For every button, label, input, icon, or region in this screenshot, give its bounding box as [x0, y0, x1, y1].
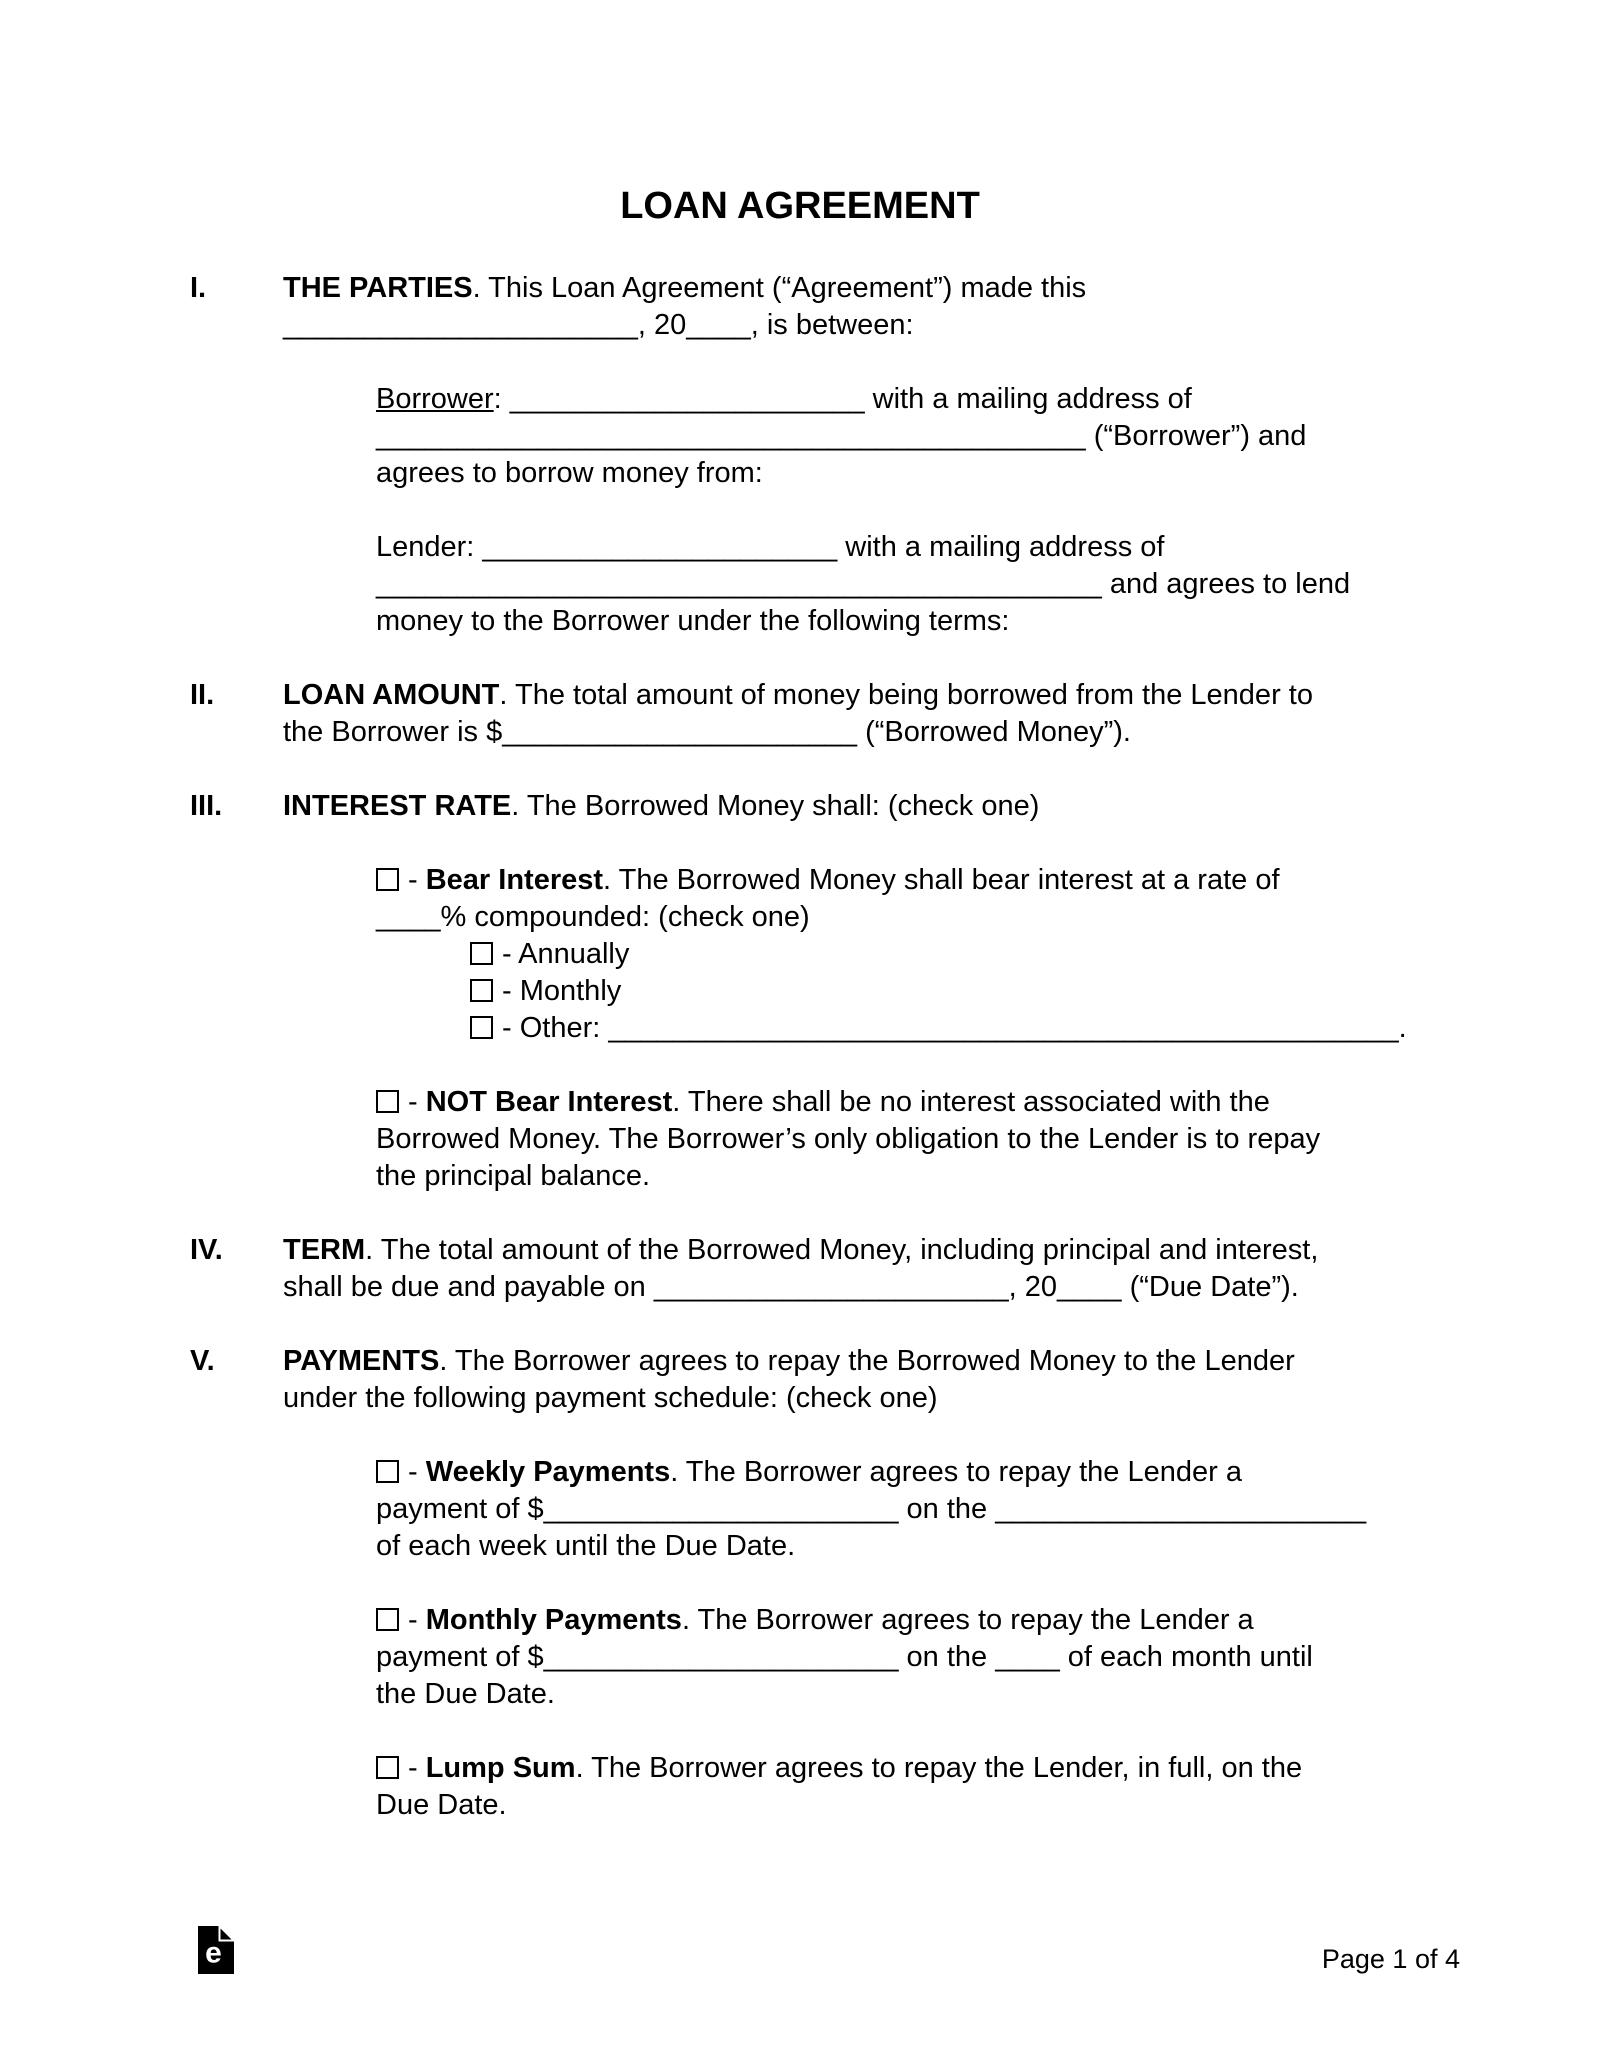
- document-title: LOAN AGREEMENT: [620, 185, 980, 227]
- lump-sum-text: . The Borrower agrees to repay the Lender, in full, on the: [575, 1752, 1303, 1784]
- lender-line-1-name-blank: Lender: ______________________ with a mailing address of: [376, 531, 1165, 563]
- logo-letter: e: [205, 1936, 222, 1970]
- lender-line-2-address-blank: _____________________________________________ and agrees to lend: [376, 568, 1351, 600]
- other-label-blank: - Other: _________________________________________________.: [502, 1012, 1407, 1044]
- weekly-payments-line-3: of each week until the Due Date.: [376, 1530, 796, 1562]
- monthly-payments-checkbox[interactable]: [376, 1608, 399, 1631]
- term-heading: TERM: [283, 1234, 366, 1266]
- weekly-payments-line-1: [376, 1454, 1450, 1491]
- compound-option-annually: [470, 936, 1450, 973]
- monthly-label: - Monthly: [502, 975, 622, 1007]
- monthly-payments-line-3: the Due Date.: [376, 1678, 555, 1710]
- document-body: [190, 270, 1450, 1861]
- bear-interest-text: . The Borrowed Money shall bear interest at a rate of: [603, 864, 1280, 896]
- not-bear-interest-line-3: the principal balance.: [376, 1160, 651, 1192]
- borrower-line-2-address-blank: ____________________________________________ (“Borrower”) and: [376, 420, 1307, 452]
- section-numeral-4: IV.: [190, 1234, 223, 1266]
- lump-sum-line-2: Due Date.: [376, 1789, 507, 1821]
- section-numeral-5: V.: [190, 1345, 215, 1377]
- parties-text: . This Loan Agreement (“Agreement”) made this: [472, 272, 1087, 304]
- weekly-payments-dash: -: [408, 1456, 426, 1488]
- annually-checkbox[interactable]: [470, 942, 493, 965]
- compound-option-other: [470, 1010, 1450, 1047]
- weekly-payments-text: . The Borrower agrees to repay the Lender a: [670, 1456, 1242, 1488]
- lump-sum-dash: -: [408, 1752, 426, 1784]
- not-bear-interest-option: [376, 1084, 1450, 1195]
- section-interest-rate: [190, 788, 1450, 825]
- annually-label: - Annually: [502, 938, 630, 970]
- other-checkbox[interactable]: [470, 1016, 493, 1039]
- payments-heading: PAYMENTS: [283, 1345, 440, 1377]
- weekly-payments-label: Weekly Payments: [425, 1456, 671, 1488]
- not-bear-interest-line-2: Borrowed Money. The Borrower’s only obligation to the Lender is to repay: [376, 1123, 1321, 1155]
- borrower-label: Borrower: [376, 383, 494, 415]
- monthly-payments-dash: -: [408, 1604, 426, 1636]
- section-payments: [190, 1343, 1450, 1417]
- payments-line-2: under the following payment schedule: (check one): [283, 1382, 938, 1414]
- lump-sum-option: [376, 1750, 1450, 1824]
- lump-sum-checkbox[interactable]: [376, 1756, 399, 1779]
- lender-line-3: money to the Borrower under the following terms:: [376, 605, 1010, 637]
- loan-amount-text: . The total amount of money being borrowed from the Lender to: [499, 679, 1313, 711]
- lump-sum-line-1: [376, 1750, 1450, 1787]
- not-bear-interest-line-1: [376, 1084, 1450, 1121]
- monthly-payments-line-2-blanks: payment of $______________________ on the ____ of each month until: [376, 1641, 1313, 1673]
- parties-heading: THE PARTIES: [283, 272, 473, 304]
- loan-amount-line-2-amount-blank: the Borrower is $______________________ (“Borrowed Money”).: [283, 716, 1131, 748]
- monthly-payments-line-1: [376, 1602, 1450, 1639]
- monthly-payments-option: [376, 1602, 1450, 1713]
- not-bear-interest-dash: -: [408, 1086, 426, 1118]
- monthly-payments-text: . The Borrower agrees to repay the Lender a: [681, 1604, 1254, 1636]
- lump-sum-label: Lump Sum: [425, 1752, 576, 1784]
- borrower-name-blank: : ______________________ with a mailing address of: [493, 383, 1192, 415]
- section-loan-amount: [190, 677, 1450, 751]
- interest-rate-line-1: [283, 788, 1450, 825]
- not-bear-interest-checkbox[interactable]: [376, 1090, 399, 1113]
- monthly-checkbox[interactable]: [470, 979, 493, 1002]
- borrower-block: [376, 381, 1450, 492]
- weekly-payments-line-2-blanks: payment of $______________________ on the _______________________: [376, 1493, 1367, 1525]
- not-bear-interest-text: . There shall be no interest associated with the: [672, 1086, 1270, 1118]
- weekly-payments-option: [376, 1454, 1450, 1565]
- borrower-line-3: agrees to borrow money from:: [376, 457, 763, 489]
- bear-interest-checkbox[interactable]: [376, 868, 399, 891]
- weekly-payments-checkbox[interactable]: [376, 1460, 399, 1483]
- interest-rate-heading: INTEREST RATE: [283, 790, 512, 822]
- page-number-label: Page 1 of 4: [1321, 1944, 1460, 1974]
- bear-interest-option: [376, 862, 1450, 1047]
- not-bear-interest-label: NOT Bear Interest: [425, 1086, 673, 1118]
- term-text: . The total amount of the Borrowed Money, including principal and interest,: [365, 1234, 1319, 1266]
- bear-interest-line-1: [376, 862, 1450, 899]
- bear-interest-line-2-rate-blank: ____% compounded: (check one): [376, 901, 810, 933]
- borrower-line-1: [376, 381, 1450, 418]
- payments-line-1: [283, 1343, 1450, 1380]
- loan-amount-heading: LOAN AMOUNT: [283, 679, 500, 711]
- section-numeral-3: III.: [190, 790, 223, 822]
- bear-interest-dash: -: [408, 864, 426, 896]
- parties-line-1: [283, 270, 1450, 307]
- section-term: [190, 1232, 1450, 1306]
- interest-rate-text: . The Borrowed Money shall: (check one): [511, 790, 1040, 822]
- term-line-2-due-date-blank: shall be due and payable on ______________________, 20____ (“Due Date”).: [283, 1271, 1299, 1303]
- section-numeral-2: II.: [190, 679, 215, 711]
- term-line-1: [283, 1232, 1450, 1269]
- loan-amount-line-1: [283, 677, 1450, 714]
- eforms-document-icon: [198, 1926, 234, 1974]
- section-numeral-1: I.: [190, 272, 207, 304]
- compound-option-monthly: [470, 973, 1450, 1010]
- payments-text: . The Borrower agrees to repay the Borrowed Money to the Lender: [439, 1345, 1295, 1377]
- parties-line-2-date-blank: ______________________, 20____, is between:: [283, 309, 914, 341]
- monthly-payments-label: Monthly Payments: [425, 1604, 682, 1636]
- lender-block: [376, 529, 1450, 640]
- section-the-parties: [190, 270, 1450, 344]
- bear-interest-label: Bear Interest: [425, 864, 604, 896]
